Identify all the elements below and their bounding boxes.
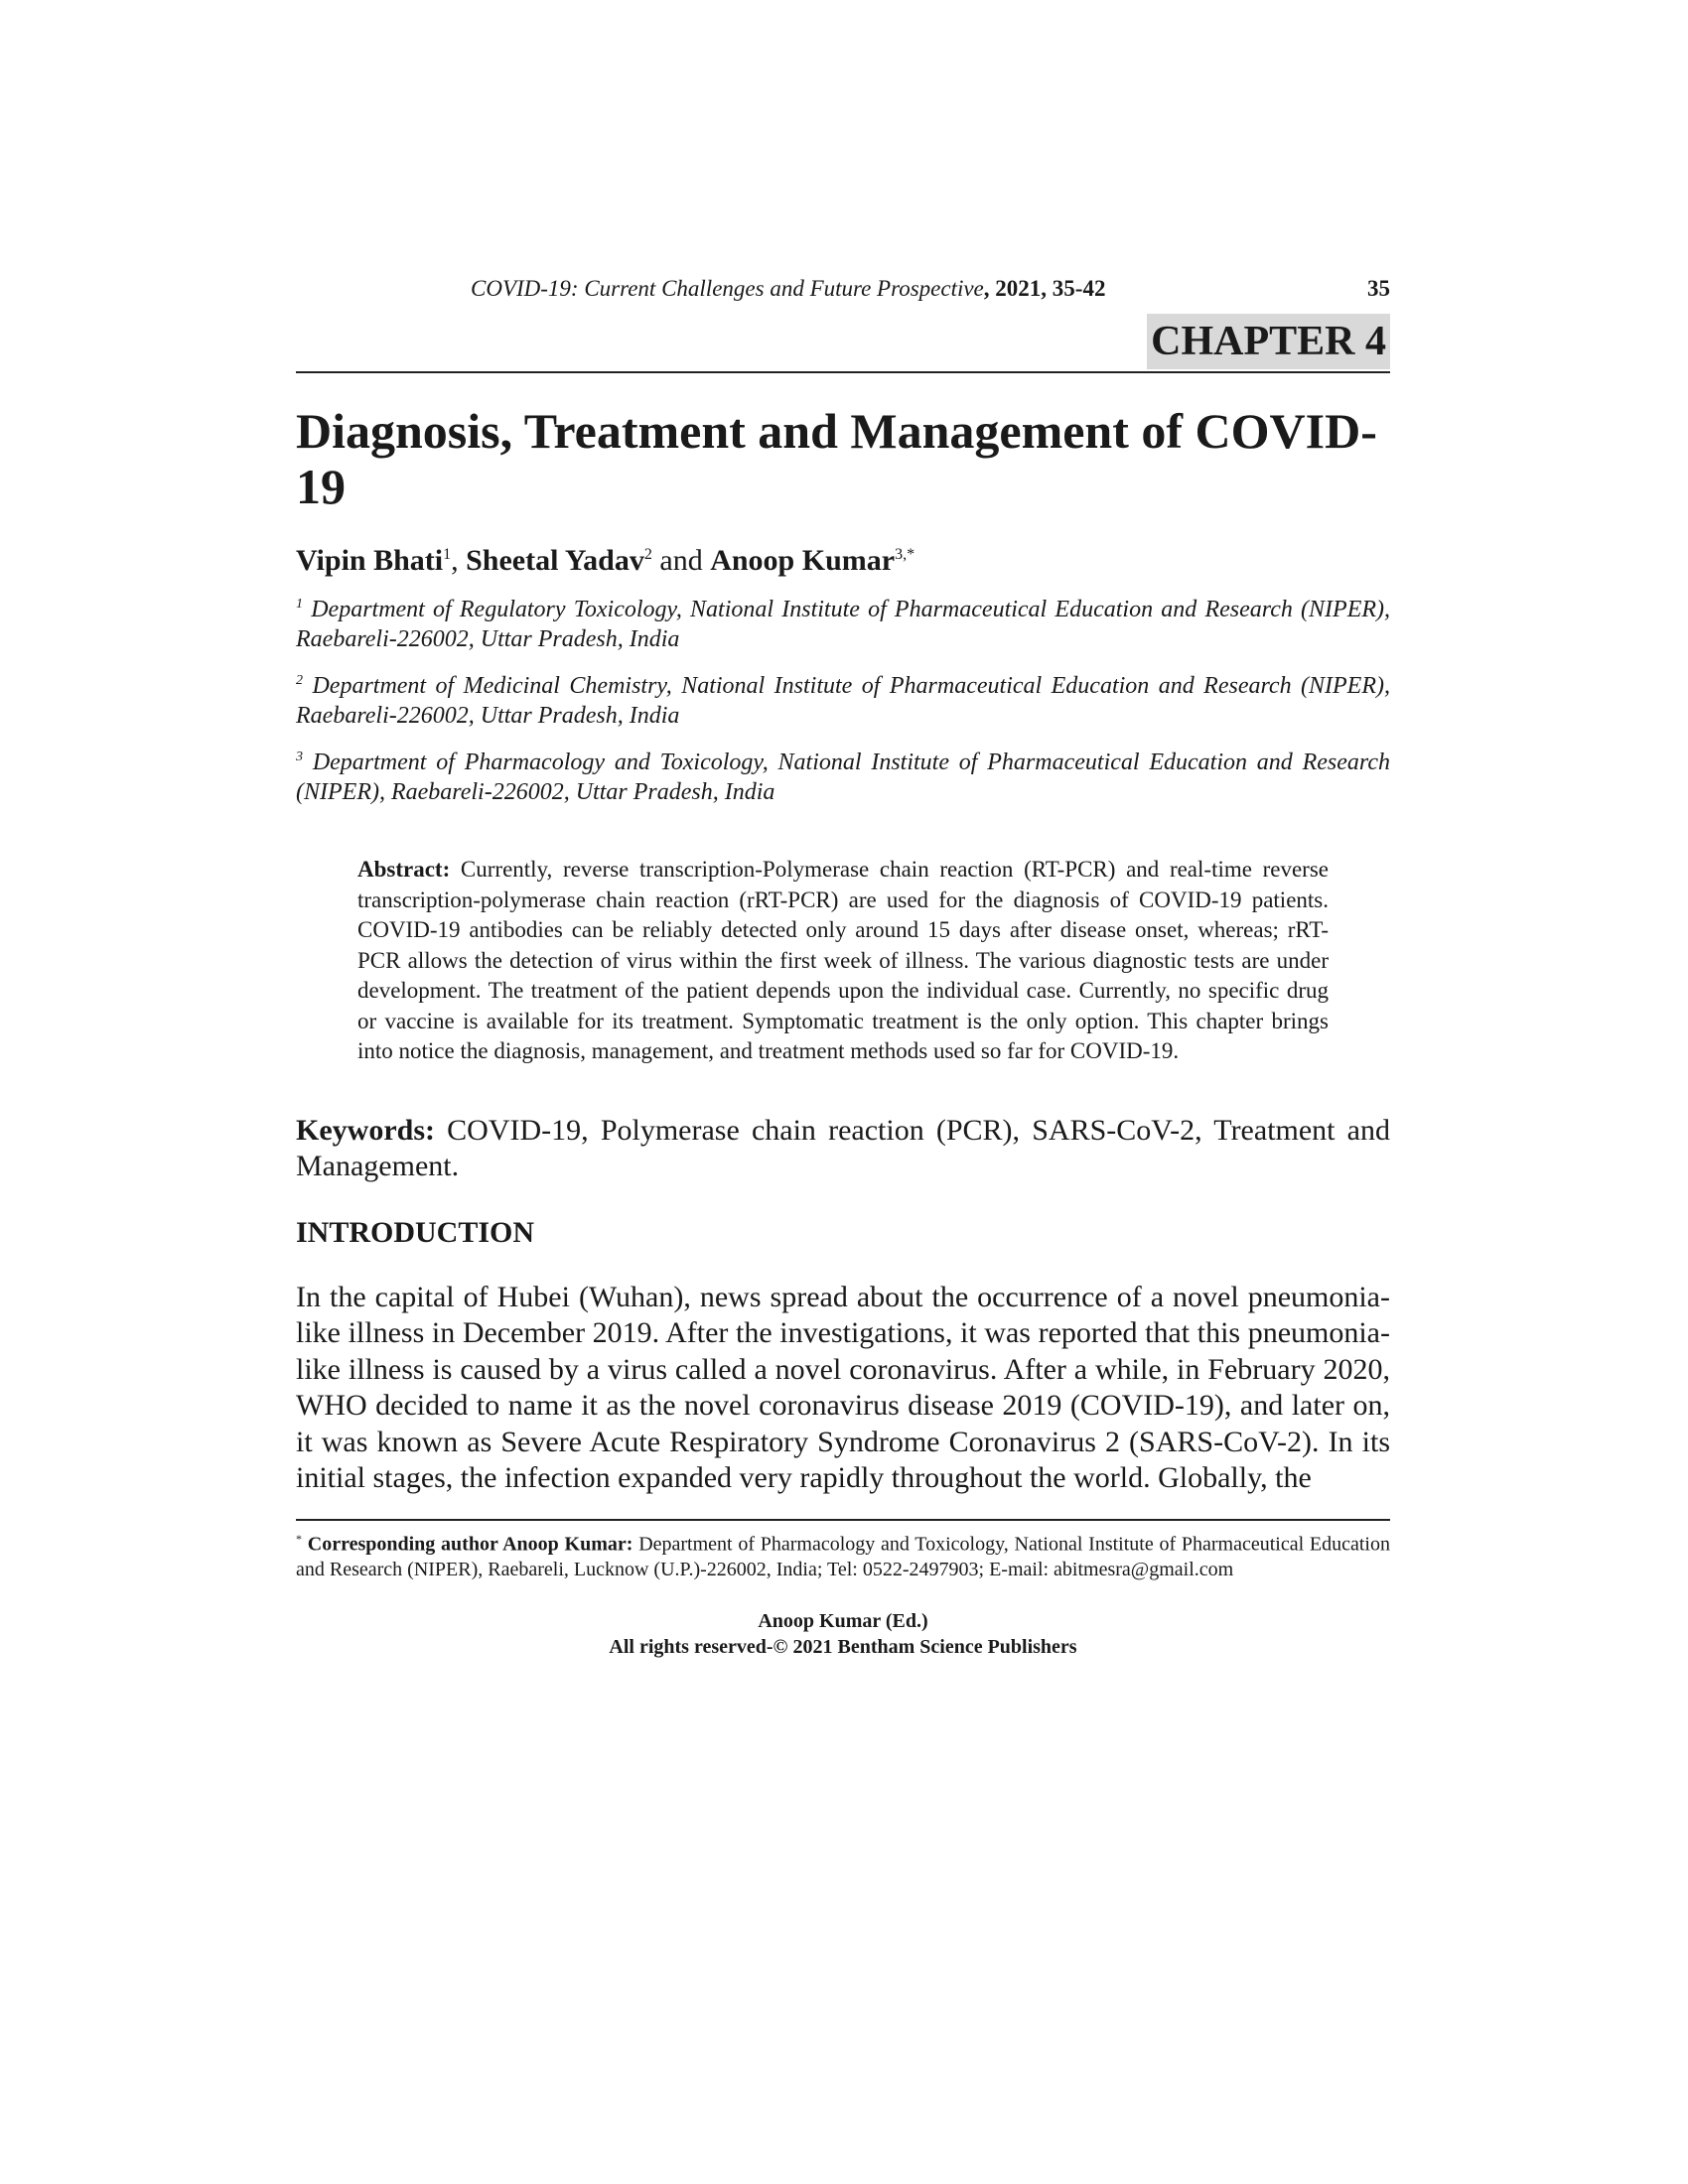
footer-rights: All rights reserved-© 2021 Bentham Science Publishers bbox=[609, 1635, 1077, 1658]
author-separator: and bbox=[651, 544, 711, 577]
chapter-title: Diagnosis, Treatment and Management of COVID-19 bbox=[296, 403, 1377, 514]
section-heading: INTRODUCTION bbox=[296, 1215, 535, 1249]
author-list bbox=[296, 544, 1390, 578]
author-name: Sheetal Yadav bbox=[466, 544, 644, 577]
author-name: Anoop Kumar bbox=[710, 544, 896, 577]
author-separator: , bbox=[451, 544, 467, 577]
year-pages: , 2021, 35-42 bbox=[983, 276, 1106, 301]
affiliation bbox=[296, 743, 1390, 807]
page-number: 35 bbox=[1367, 276, 1390, 301]
affiliation bbox=[296, 590, 1390, 654]
author-affil-marker: 1 bbox=[443, 546, 452, 563]
footer-editor: Anoop Kumar (Ed.) bbox=[758, 1609, 928, 1632]
keywords-text: COVID-19, Polymerase chain reaction (PCR), SARS-CoV-2, Treatment and Management. bbox=[296, 1113, 1390, 1182]
book-title: COVID-19: Current Challenges and Future Prospective bbox=[471, 276, 984, 301]
running-head bbox=[296, 268, 1390, 308]
affiliation-marker: 2 bbox=[296, 673, 303, 688]
affiliation-text: Department of Regulatory Toxicology, National Institute of Pharmaceutical Education and Research (NIPER), Raebareli-226002, Uttar Pradesh, India bbox=[296, 597, 1391, 652]
abstract-text: Currently, reverse transcription-Polymerase chain reaction (RT-PCR) and real-time reverse transcription-polymerase chain reaction (rRT-PCR) are used for the diagnosis of COVID-19 patients. COVID-19 antibodies can be reliably detected only around 15 days after disease onset, whereas; rRT-PCR allows the detection of virus within the first week of illness. The various diagnostic tests are under development. The treatment of the patient depends upon the individual case. Currently, no specific drug or vaccine is available for its treatment. Symptomatic treatment is the only option. This chapter brings into notice the diagnosis, management, and treatment methods used so far for COVID-19. bbox=[357, 857, 1329, 1063]
author-affil-marker: 2 bbox=[643, 546, 652, 563]
affiliation-marker: 1 bbox=[296, 597, 303, 612]
footnote-rule bbox=[296, 1519, 1390, 1521]
chapter-row bbox=[296, 308, 1390, 373]
affiliation-marker: 3 bbox=[296, 750, 303, 764]
footnote-text: Department of Pharmacology and Toxicology, National Institute of Pharmaceutical Education and Research (NIPER), Raebareli, Lucknow (U.P.)-226002, India; Tel: 0522-2497903; E-mail: abitmesra@gmail.com bbox=[296, 1533, 1390, 1580]
keywords bbox=[296, 1113, 1390, 1184]
paper-page bbox=[296, 268, 1390, 1660]
keywords-label: Keywords: bbox=[296, 1113, 435, 1147]
footnote-marker: * bbox=[296, 1532, 302, 1547]
footnote-label: Corresponding author Anoop Kumar: bbox=[307, 1533, 633, 1556]
intro-paragraph: In the capital of Hubei (Wuhan), news spread about the occurrence of a novel pneumonia-like illness in December 2019. After the investigations, it was reported that this pneumonia-like illness is caused by a virus called a novel coronavirus. After a while, in February 2020, WHO decided to name it as the novel coronavirus disease 2019 (COVID-19), and later on, it was known as Severe Acute Respiratory Syndrome Coronavirus 2 (SARS-CoV-2). In its initial stages, the infection expanded very rapidly throughout the world. Globally, the bbox=[296, 1280, 1390, 1495]
chapter-label: CHAPTER 4 bbox=[1147, 314, 1390, 369]
affiliation bbox=[296, 666, 1390, 731]
abstract-label: Abstract: bbox=[357, 857, 451, 882]
affiliation-text: Department of Pharmacology and Toxicology, National Institute of Pharmaceutical Education and Research (NIPER), Raebareli-226002, Uttar Pradesh, India bbox=[296, 750, 1391, 805]
affiliation-text: Department of Medicinal Chemistry, National Institute of Pharmaceutical Education and Research (NIPER), Raebareli-226002, Uttar Pradesh, India bbox=[296, 673, 1390, 729]
abstract bbox=[357, 855, 1329, 1067]
page-footer bbox=[296, 1608, 1390, 1660]
author-name: Vipin Bhati bbox=[296, 544, 444, 577]
footnote bbox=[296, 1527, 1390, 1582]
author-affil-marker: 3,* bbox=[895, 546, 915, 563]
running-head-text bbox=[471, 276, 1105, 302]
